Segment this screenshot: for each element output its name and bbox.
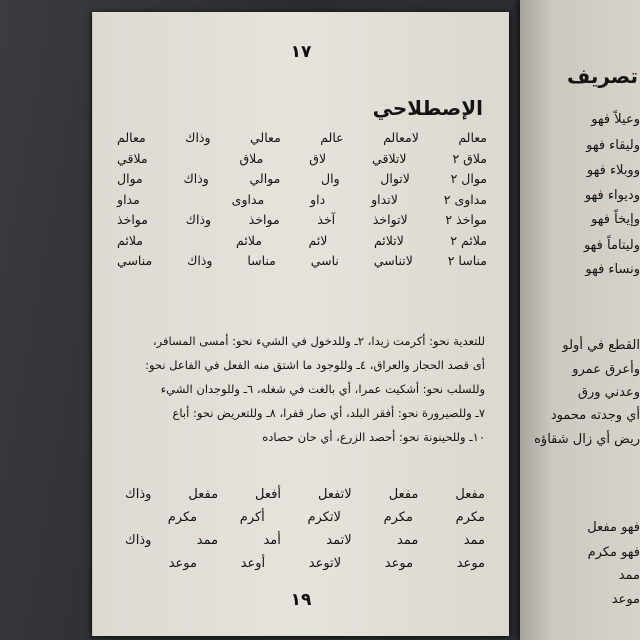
table-cell: مداوى — [231, 191, 265, 207]
table-row — [125, 533, 485, 548]
table-cell: موالي — [249, 171, 281, 186]
right-page-line: أي وجدته محمود — [550, 408, 640, 423]
right-page-line: وعيلاً فهو — [591, 112, 640, 127]
table-cell: ناسي — [310, 253, 339, 268]
paragraph-line: ١٠ـ وللحينونة نحو: أحصد الزرع، أي حان حصاده — [262, 430, 485, 444]
table-cell: مواخذ — [117, 212, 148, 227]
table-cell: وال — [321, 171, 340, 186]
table-cell: مناسا ٢ — [447, 253, 487, 268]
table-cell: مكرم — [455, 510, 485, 525]
table-cell: أكرم — [239, 510, 265, 525]
table-cell: مداوى ٢ — [443, 191, 487, 207]
paragraph-line: ٧ـ وللصيرورة نحو: أفقر البلد، أي صار قفرا، ٨ـ وللتعريض نحو: أباع — [172, 406, 485, 420]
table-cell: معالم — [117, 130, 146, 145]
right-page-line: وليقاء فهو — [586, 138, 640, 153]
table-cell: ممد — [196, 533, 219, 548]
table-cell: ملائم — [117, 232, 143, 248]
table-cell: مواخذ — [248, 212, 280, 227]
right-page-line: القطع في أولو — [562, 338, 640, 353]
page-number-top: ١٧ — [290, 42, 312, 62]
right-page-line: موعد — [611, 592, 640, 607]
table-row — [117, 151, 487, 166]
table-cell: لاتلائم — [373, 232, 404, 248]
right-page-title: تصريف — [567, 64, 638, 88]
right-page-line: فهو مفعل — [587, 520, 640, 535]
paragraph-line: أى قصد الحجاز والعراق، ٤ـ وللوجود ما اشتق منه الفعل في الفاعل نحو: — [145, 358, 485, 372]
page-number-bottom: ١٩ — [290, 590, 312, 610]
table-cell: ملائم — [236, 232, 262, 248]
table-cell: ملائم ٢ — [450, 232, 487, 248]
table-cell: لاتلاقي — [372, 150, 407, 166]
table-row — [117, 212, 487, 227]
table-cell: أوعد — [240, 556, 266, 571]
table-cell: مفعل — [388, 487, 419, 502]
table-row — [117, 192, 487, 207]
table-cell: أفعل — [255, 487, 281, 502]
right-page-line: وعدني ورق — [577, 385, 640, 400]
table-cell: آخذ — [317, 212, 336, 227]
table-cell: عالم — [320, 130, 344, 145]
table-cell: موعد — [384, 556, 414, 571]
table-cell: موعد — [168, 556, 197, 571]
table-cell: لائم — [308, 232, 328, 248]
table-cell: مناسي — [117, 253, 153, 268]
right-page-line: وإيخاً فهو — [591, 212, 640, 227]
table-cell: لاتفعل — [317, 487, 352, 502]
paragraph-line: للتعدية نحو: أكرمت زيدا، ٢ـ وللدخول في الشيء نحو: أمسى المسافر، — [152, 334, 485, 348]
table-cell: لاتداو — [371, 191, 398, 207]
left-book-page — [92, 12, 509, 636]
table-cell: لاتكرم — [307, 510, 341, 525]
table-cell: وذاك — [183, 171, 209, 186]
right-page-line: وأعرق عمرو — [572, 362, 640, 377]
table-cell: ممد — [397, 533, 419, 548]
table-cell: لاتمد — [326, 533, 352, 548]
table-row — [117, 253, 487, 268]
right-page-line: وديواء فهو — [584, 188, 640, 203]
table-cell: أمد — [263, 533, 281, 548]
table-row — [125, 487, 485, 502]
table-row — [125, 510, 485, 525]
table-cell: وذاك — [125, 487, 152, 502]
table-cell: مفعل — [188, 487, 219, 502]
table-cell: وذاك — [187, 253, 213, 268]
table-cell: داو — [310, 191, 326, 207]
table-cell: لاق — [309, 150, 327, 166]
section-title: الإصطلاحي — [372, 96, 483, 120]
table-cell: ملاق — [239, 150, 264, 166]
table-cell: لاتوال — [380, 171, 410, 186]
table-cell: موعد — [456, 556, 485, 571]
table-cell: مناسا — [247, 253, 276, 268]
right-page-line: فهو مكرم — [587, 545, 640, 560]
table-cell: مفعل — [455, 487, 485, 502]
right-page-line: ووبلاء فهو — [586, 163, 640, 178]
table-cell: موال — [117, 171, 143, 186]
right-page-line: وليتاماً فهو — [583, 238, 640, 253]
table-cell: لاتوعد — [308, 556, 342, 571]
right-page-line: ريض أي زال شقاؤه — [534, 432, 640, 447]
table-cell: معالي — [250, 130, 281, 145]
table-row — [117, 130, 487, 145]
right-book-page — [520, 0, 640, 640]
table-cell: ملاق ٢ — [452, 150, 487, 166]
table-row — [125, 556, 485, 571]
table-cell: مداو — [117, 191, 140, 207]
table-cell: لاتناسي — [373, 253, 413, 268]
table-row — [117, 171, 487, 186]
table-cell: ملاقي — [117, 150, 148, 166]
table-cell: ممد — [463, 533, 485, 548]
table-cell: موال ٢ — [450, 171, 487, 186]
table-row — [117, 233, 487, 248]
table-cell: معالم — [458, 130, 487, 145]
table-cell: وذاك — [185, 130, 211, 145]
table-cell: لاتواخذ — [372, 212, 408, 227]
table-cell: مواخذ ٢ — [445, 212, 487, 227]
right-page-line: ونساء فهو — [585, 262, 640, 277]
table-cell: مكرم — [167, 510, 198, 525]
table-cell: مكرم — [383, 510, 413, 525]
table-cell: وذاك — [185, 212, 212, 227]
table-cell: وذاك — [125, 533, 152, 548]
table-cell: لامعالم — [383, 130, 419, 145]
right-page-line: ممد — [618, 568, 640, 583]
paragraph-line: وللسلب نحو: أشكيت عمرا، أي بالغت في شغله، ٦ـ وللوجدان الشيء — [160, 382, 485, 396]
